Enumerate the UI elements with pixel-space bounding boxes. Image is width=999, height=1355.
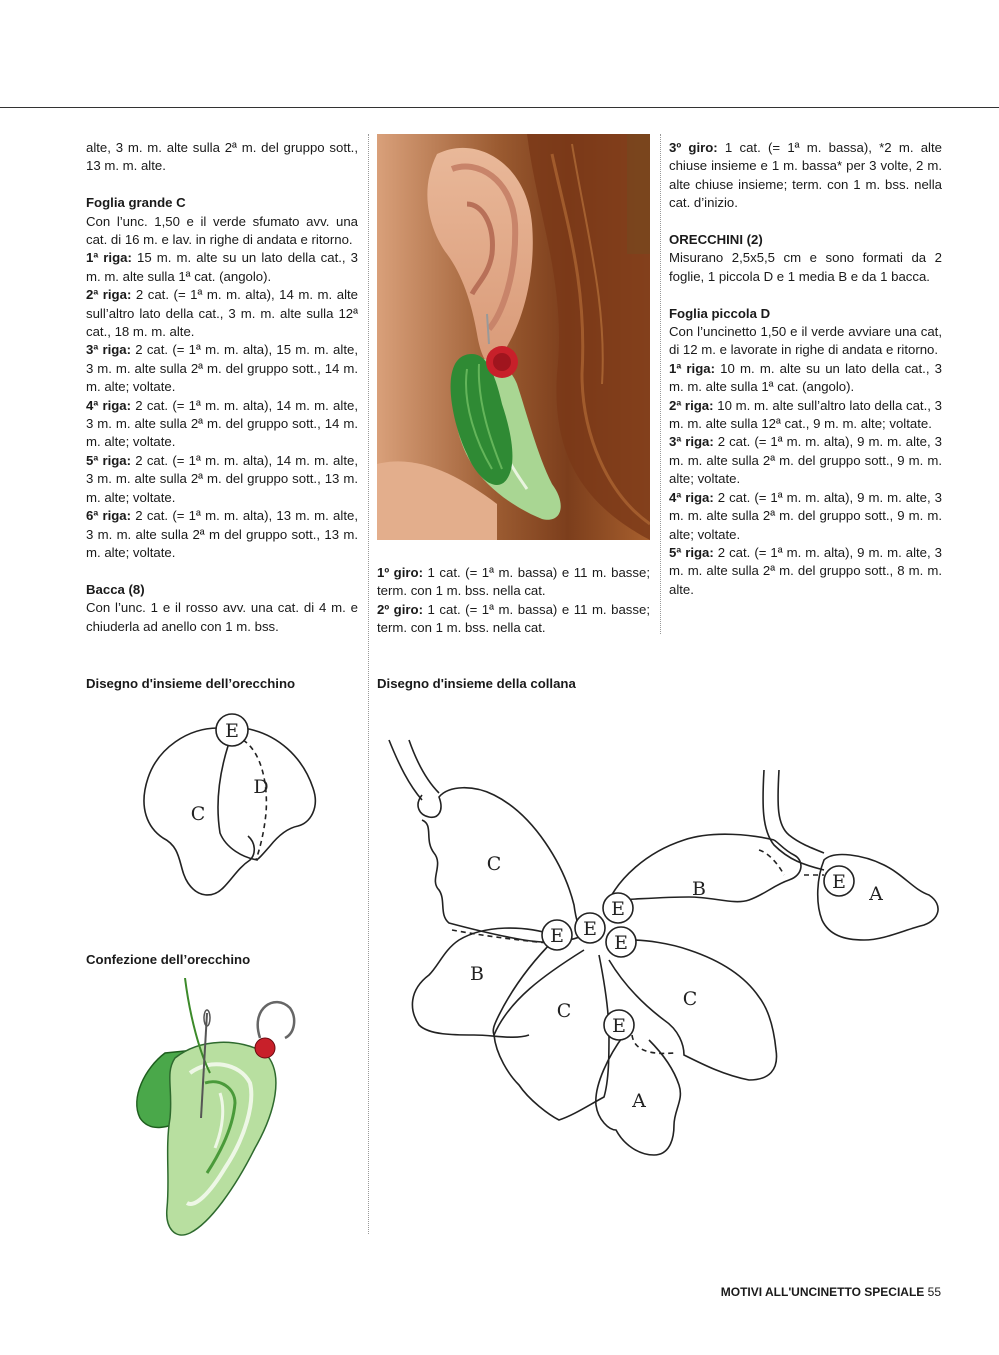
- necklace-label-c-mid: C: [556, 1000, 572, 1022]
- necklace-label-e-mid: E: [583, 918, 597, 940]
- row-label: 3ª riga:: [86, 342, 132, 358]
- instruction-row: 5ª riga: 2 cat. (= 1ª m. m. alta), 9 m. m. alte, 3 m. m. alte sulla 2ª m. del gruppo sott., 8 m. m. alte.: [669, 544, 942, 597]
- instruction-row: 2º giro: 1 cat. (= 1ª m. bassa) e 11 m. basse; term. con 1 m. bss. nella cat.: [377, 601, 650, 636]
- necklace-label-b-right: B: [692, 878, 706, 900]
- instruction-row: 1ª riga: 15 m. m. alte su un lato della cat., 3 m. m. alte sulla 1ª cat. (angolo).: [86, 250, 358, 284]
- earring-label-e: E: [225, 720, 239, 742]
- instruction-row: 3ª riga: 2 cat. (= 1ª m. m. alta), 15 m. m. alte, 3 m. m. alte sulla 2ª m. del gruppo sott., 14 m. m. alte; voltate.: [86, 342, 358, 395]
- instruction-row: 1º giro: 1 cat. (= 1ª m. bassa) e 11 m. basse; term. con 1 m. bss. nella cat.: [377, 565, 650, 599]
- instruction-row: 4ª riga: 2 cat. (= 1ª m. m. alta), 14 m. m. alte, 3 m. m. alte sulla 2ª m. del gruppo sott., 14 m. m. alte; voltate.: [86, 397, 358, 450]
- necklace-label-e-center: E: [614, 932, 628, 954]
- section-title: Foglia grande C: [86, 195, 186, 211]
- page-number: 55: [927, 1285, 941, 1299]
- section-title: Bacca (8): [86, 581, 145, 597]
- paragraph-gap: [669, 213, 942, 231]
- necklace-label-e-left: E: [550, 925, 564, 947]
- header-rule: [0, 107, 999, 108]
- paragraph-gap: [86, 176, 358, 194]
- body-paragraph: alte, 3 m. m. alte sulla 2ª m. del gruppo sott., 13 m. m. alte.: [86, 140, 358, 174]
- row-label: 5ª riga:: [86, 452, 132, 468]
- page-footer: [721, 1285, 941, 1299]
- row-label: 1ª riga:: [86, 250, 132, 266]
- necklace-label-c-top: C: [486, 853, 502, 875]
- row-label: 4ª riga:: [86, 397, 132, 413]
- body-paragraph: Con l’uncinetto 1,50 e il verde avviare una cat, di 12 m. e lavorate in righe di andata e ritorno.: [669, 324, 942, 358]
- body-paragraph: Con l’unc. 1 e il rosso avv. una cat. di 4 m. e chiuderla ad anello con 1 m. bss.: [86, 600, 358, 634]
- text-column-right: [669, 139, 942, 599]
- earring-assembly-heading: Confezione dell’orecchino: [86, 952, 251, 967]
- instruction-row: 6ª riga: 2 cat. (= 1ª m. m. alta), 13 m. m. alte, 3 m. m. alte sulla 2ª m del gruppo sott., 13 m. m. alte; voltate.: [86, 508, 358, 560]
- body-paragraph: Con l’unc. 1,50 e il verde sfumato avv. una cat. di 16 m. e lav. in righe di andata e ritorno.: [86, 213, 358, 248]
- row-label: 2ª riga:: [669, 397, 714, 413]
- earring-layout-diagram: [138, 708, 323, 913]
- necklace-label-e-top: E: [611, 898, 625, 920]
- instruction-row: 2ª riga: 10 m. m. alte sull’altro lato della cat., 3 m. m. alte sulla 12ª cat., 9 m. m. alte; voltate.: [669, 397, 942, 432]
- instruction-row: 2ª riga: 2 cat. (= 1ª m. m. alta), 14 m. m. alte sull’altro lato della cat., 3 m. m. alte sulla 12ª cat., 18 m. m. alte.: [86, 287, 359, 340]
- instruction-row: 3ª riga: 2 cat. (= 1ª m. m. alta), 9 m. m. alte, 3 m. m. alte sulla 2ª m. del gruppo sott., 9 m. m. alte; voltate.: [669, 434, 942, 487]
- row-label: 3ª riga:: [669, 434, 714, 450]
- necklace-label-b-left: B: [470, 963, 484, 985]
- text-column-left: [86, 139, 358, 636]
- column-divider-right: [660, 134, 661, 634]
- paragraph-gap: [669, 286, 942, 304]
- footer-title: MOTIVI ALL'UNCINETTO SPECIALE: [720, 1285, 925, 1299]
- column-divider-left: [368, 134, 369, 1234]
- necklace-label-a-bottom: A: [632, 1090, 646, 1112]
- necklace-label-e-bottom: E: [612, 1015, 626, 1037]
- instruction-row: 5ª riga: 2 cat. (= 1ª m. m. alta), 14 m. m. alte, 3 m. m. alte sulla 2ª m. del gruppo sott., 13 m. m. alte; voltate.: [86, 452, 358, 505]
- necklace-label-a-right: A: [869, 883, 883, 905]
- section-title: Foglia piccola D: [669, 305, 771, 321]
- earring-label-d: D: [253, 776, 269, 798]
- row-label: 1ª riga:: [669, 360, 715, 376]
- earring-assembly-illustration: [125, 978, 305, 1246]
- necklace-label-e-right: E: [832, 871, 846, 893]
- row-label: 2º giro:: [377, 601, 423, 617]
- row-label: 1º giro:: [377, 565, 423, 580]
- instruction-row: 3º giro: 1 cat. (= 1ª m. bassa), *2 m. alte chiuse insieme e 1 m. bassa* per 3 volte, 2 m. alte chiuse insieme; term. con 1 m. bss. nella cat. d’inizio.: [669, 140, 942, 211]
- instruction-row: 1ª riga: 10 m. m. alte su un lato della cat., 3 m. m. alte sulla 1ª cat. (angolo).: [669, 360, 942, 395]
- row-label: 4ª riga:: [669, 489, 714, 505]
- necklace-layout-diagram: [384, 735, 949, 1165]
- row-label: 3º giro:: [669, 140, 718, 155]
- section-title: ORECCHINI (2): [669, 232, 763, 248]
- earring-layout-heading: Disegno d'insieme dell’orecchino: [86, 676, 296, 691]
- earring-photo: [377, 134, 650, 540]
- earring-label-c: C: [190, 803, 206, 825]
- instruction-row: 4ª riga: 2 cat. (= 1ª m. m. alta), 9 m. m. alte, 3 m. m. alte sulla 2ª m. del gruppo sott., 9 m. m. alte; voltate.: [669, 489, 942, 542]
- text-column-middle: [377, 564, 650, 638]
- row-label: 6ª riga:: [86, 508, 132, 524]
- necklace-label-c-right: C: [682, 988, 698, 1010]
- body-paragraph: Misurano 2,5x5,5 cm e sono formati da 2 foglie, 1 piccola D e 1 media B e da 1 bacca.: [669, 250, 942, 284]
- row-label: 5ª riga:: [669, 544, 714, 560]
- necklace-layout-heading: Disegno d'insieme della collana: [377, 676, 576, 691]
- row-label: 2ª riga:: [86, 287, 132, 303]
- paragraph-gap: [86, 562, 358, 580]
